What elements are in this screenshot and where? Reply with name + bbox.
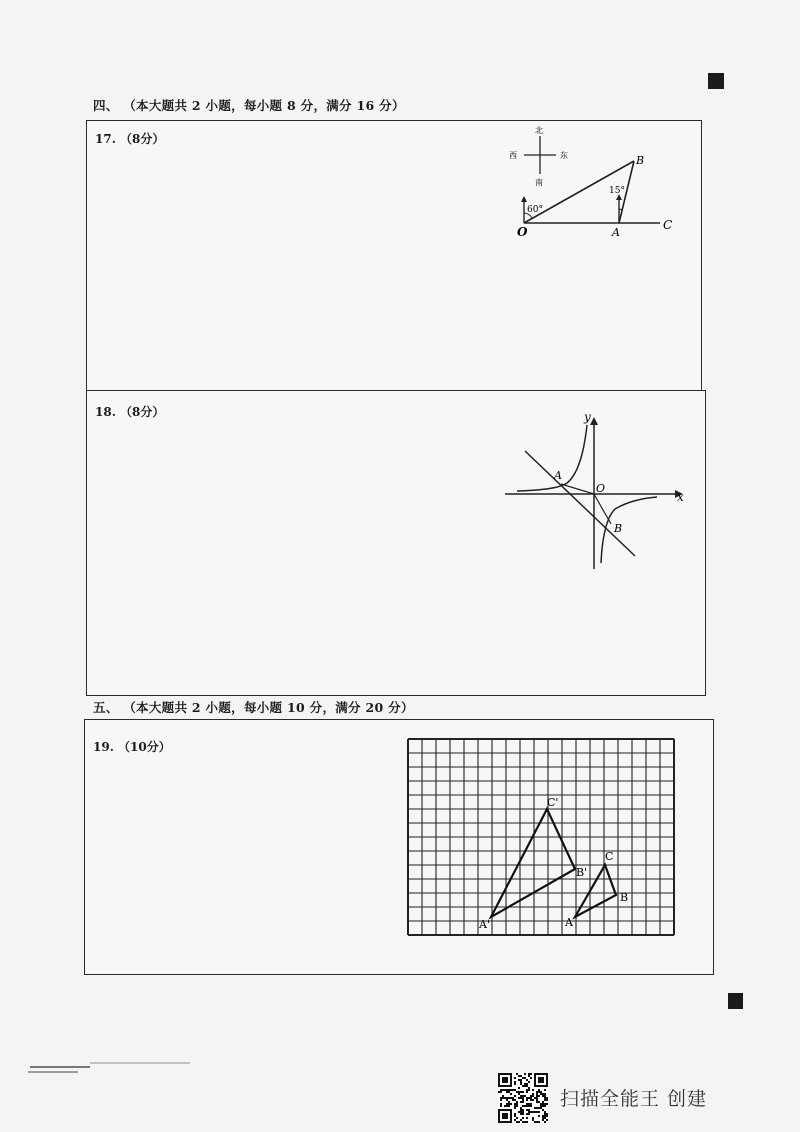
angle-label-60: 60° bbox=[527, 205, 543, 215]
compass-east: 东 bbox=[560, 151, 568, 160]
q17-bearing-figure bbox=[87, 121, 703, 393]
scan-edge-line bbox=[28, 1071, 78, 1073]
point-label-a: A bbox=[565, 916, 573, 929]
y-axis-arrow bbox=[590, 417, 598, 425]
question-19-box bbox=[84, 719, 714, 975]
segment-oa bbox=[561, 484, 594, 494]
point-label-c: C bbox=[663, 218, 673, 232]
point-label-a: A bbox=[554, 469, 562, 482]
point-label-b1: B' bbox=[576, 866, 588, 879]
scan-edge-line bbox=[90, 1062, 190, 1064]
q19-grid-figure bbox=[85, 720, 715, 976]
axis-label-y: y bbox=[584, 410, 591, 424]
grid-lines bbox=[408, 739, 674, 935]
north-arrow-o-head bbox=[521, 196, 527, 202]
point-label-b: B bbox=[620, 891, 629, 904]
point-label-c1: C' bbox=[547, 796, 559, 809]
question-19-label: 19. （10分） bbox=[93, 740, 171, 754]
line-ab bbox=[525, 451, 635, 556]
corner-marker-top-right bbox=[708, 73, 724, 89]
point-label-o: O bbox=[517, 225, 528, 239]
section-4-heading: 四、 （本大题共 2 小题，每小题 8 分，满分 16 分） bbox=[93, 98, 405, 113]
point-label-a1: A' bbox=[479, 918, 490, 931]
point-label-a: A bbox=[612, 226, 620, 239]
hyperbola-branch-left bbox=[517, 425, 587, 491]
question-18-box bbox=[86, 390, 706, 696]
scan-edge-line bbox=[30, 1066, 90, 1068]
question-17-label: 17. （8分） bbox=[95, 132, 165, 146]
compass-south: 南 bbox=[535, 178, 543, 187]
footer-watermark-text: 扫描全能王 创建 bbox=[560, 1088, 708, 1110]
question-18-label: 18. （8分） bbox=[95, 405, 165, 419]
point-label-c: C bbox=[605, 850, 614, 863]
question-17-box bbox=[86, 120, 702, 392]
angle-label-15: 15° bbox=[609, 186, 625, 196]
origin-label: O bbox=[596, 482, 606, 495]
hyperbola-branch-right bbox=[601, 497, 657, 563]
q18-function-graph bbox=[87, 391, 707, 697]
corner-marker-bottom-right bbox=[728, 993, 743, 1009]
compass-north: 北 bbox=[535, 126, 543, 135]
section-5-heading: 五、 （本大题共 2 小题，每小题 10 分，满分 20 分） bbox=[93, 700, 414, 715]
compass-west: 西 bbox=[509, 151, 517, 160]
point-label-b: B bbox=[614, 522, 623, 535]
point-label-b: B bbox=[636, 154, 645, 167]
qr-code-icon bbox=[498, 1073, 548, 1123]
axis-label-x: x bbox=[677, 490, 684, 504]
